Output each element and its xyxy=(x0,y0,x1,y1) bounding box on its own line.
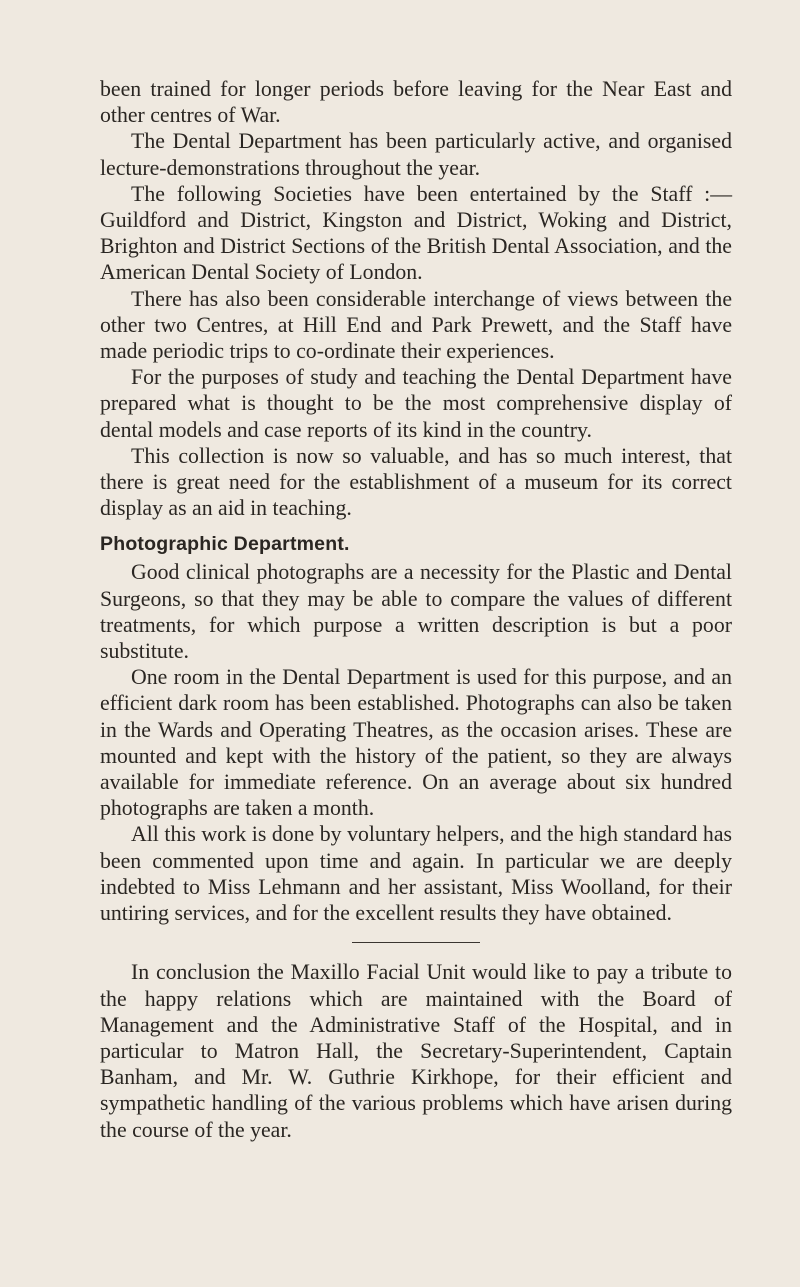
paragraph-continuation: been trained for longer periods before leaving for the Near East and other centres of War. xyxy=(100,77,732,128)
paragraph-museum: This collection is now so valuable, and has so much interest, that there is great need for the establishment of a museum for its correct display as an aid in teaching. xyxy=(100,443,732,521)
paragraph-interchange: There has also been considerable interchange of views between the other two Centres, at Hill End and Park Prewett, and the Staff have made periodic trips to co-ordinate their experiences. xyxy=(100,286,732,364)
paragraph-dental-department: The Dental Department has been particularly active, and organised lecture-demonstrations throughout the year. xyxy=(100,129,732,180)
section-heading: Photographic Department. xyxy=(100,533,350,556)
paragraph-conclusion: In conclusion the Maxillo Facial Unit would like to pay a tribute to the happy relations which are maintained with the Board of Management and the Administrative Staff of the Hospital, and in particular to Matron Hall, the Secretary-Superintendent, Captain Banham, and Mr. W. Guthrie Kirkhope, for their efficient and sympathetic handling of the various problems which have arisen during the course of the year. xyxy=(100,960,732,1142)
paragraph-clinical-photographs: Good clinical photographs are a necessity for the Plastic and Dental Surgeons, so that they may be able to compare the values of different treatments, for which purpose a written description is but a poor substitute. xyxy=(100,560,732,664)
paragraph-display: For the purposes of study and teaching the Dental Department have prepared what is thought to be the most comprehensive display of dental models and case reports of its kind in the country. xyxy=(100,365,732,442)
paragraph-voluntary-helpers: All this work is done by voluntary helpers, and the high standard has been commented upon time and again. In particular we are deeply indebted to Miss Lehmann and her assistant, Miss Woolland, for their untiring services, and for the excellent results they have obtained. xyxy=(100,822,732,926)
paragraph-dark-room: One room in the Dental Department is used for this purpose, and an efficient dark room has been established. Photographs can also be taken in the Wards and Operating Theatres, as the occasion arises. These are mounted and kept with the history of the patient, so they are always available for immediate reference. On an average about six hundred photographs are taken a month. xyxy=(100,665,732,821)
section-divider xyxy=(352,942,480,943)
paragraph-societies: The following Societies have been entertained by the Staff :—Guildford and District, Kingston and District, Woking and District, Brighton and District Sections of the British Dental Association, and the American Dental Society of London. xyxy=(100,181,732,285)
